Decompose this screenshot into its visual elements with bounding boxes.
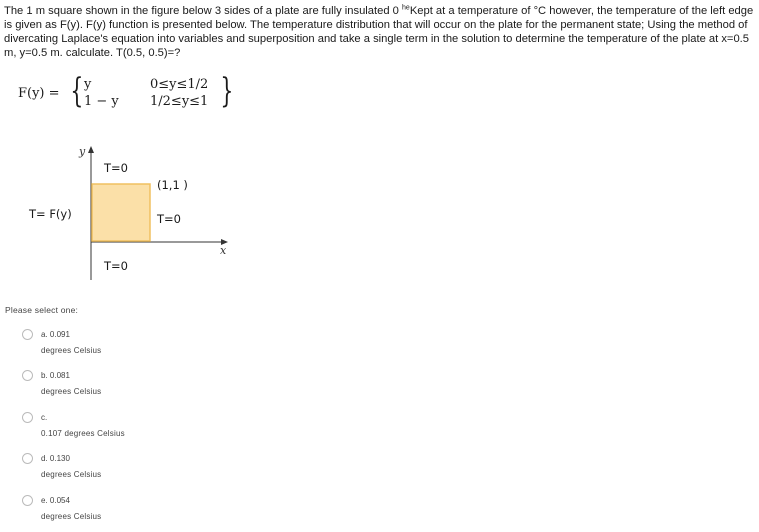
option-b[interactable]	[22, 368, 222, 400]
option-e-label: e. 0.054	[41, 496, 70, 505]
right-brace: }	[220, 71, 234, 111]
option-d-radio[interactable]	[22, 453, 33, 464]
option-e-radio[interactable]	[22, 495, 33, 506]
option-d[interactable]	[22, 451, 222, 483]
boundary-function-formula	[18, 71, 238, 114]
left-brace: {	[70, 71, 84, 111]
plate-diagram	[0, 140, 300, 280]
option-e-text: degrees Celsius	[41, 512, 102, 521]
option-d-text: degrees Celsius	[41, 470, 102, 479]
option-c-label: c.	[41, 413, 48, 422]
question-superscript: he	[402, 4, 410, 12]
y-axis-label: y	[79, 145, 86, 158]
bottom-edge-label: T=0	[104, 259, 128, 273]
x-axis-label: x	[220, 244, 227, 257]
option-a[interactable]	[22, 327, 222, 359]
option-b-radio[interactable]	[22, 370, 33, 381]
formula-case1-expr: y	[84, 77, 92, 92]
formula-case1-range: 0≤y≤1/2	[150, 77, 209, 92]
option-a-radio[interactable]	[22, 329, 33, 340]
question-part1: The 1 m square shown in the figure below 3 sides of a plate are fully insulated 0	[4, 5, 403, 17]
question-part2: Kept at a temperature of °C however, the temperature of the left edge is given as F(y). F(y) function is presented below. The temperature distribution that will occur on the plate for the permanent state; Using the method of divercating Laplace's equation into variables and superposition and take a single term in the solution to determine the temperature of the plate at x=0.5 m, y=0.5 m. calculate. T(0.5, 0.5)=?	[4, 5, 754, 59]
corner-label: (1,1 )	[157, 178, 188, 192]
option-c-radio[interactable]	[22, 412, 33, 423]
option-e[interactable]	[22, 493, 222, 525]
option-b-text: degrees Celsius	[41, 387, 102, 396]
option-a-label: a. 0.091	[41, 330, 70, 339]
right-edge-label: T=0	[157, 212, 181, 226]
option-c[interactable]	[22, 410, 222, 442]
formula-case2-expr: 1 − y	[84, 94, 119, 109]
select-prompt: Please select one:	[5, 305, 79, 315]
question-text	[4, 4, 754, 60]
option-d-label: d. 0.130	[41, 454, 70, 463]
square-plate	[92, 184, 150, 241]
top-edge-label: T=0	[104, 161, 128, 175]
option-a-text: degrees Celsius	[41, 346, 102, 355]
formula-case2-range: 1/2≤y≤1	[150, 94, 209, 109]
left-edge-label: T= F(y)	[29, 207, 72, 221]
option-c-text: 0.107 degrees Celsius	[41, 429, 125, 438]
option-b-label: b. 0.081	[41, 371, 70, 380]
y-axis-arrowhead	[88, 146, 94, 153]
formula-lhs: F(y) =	[18, 86, 60, 101]
